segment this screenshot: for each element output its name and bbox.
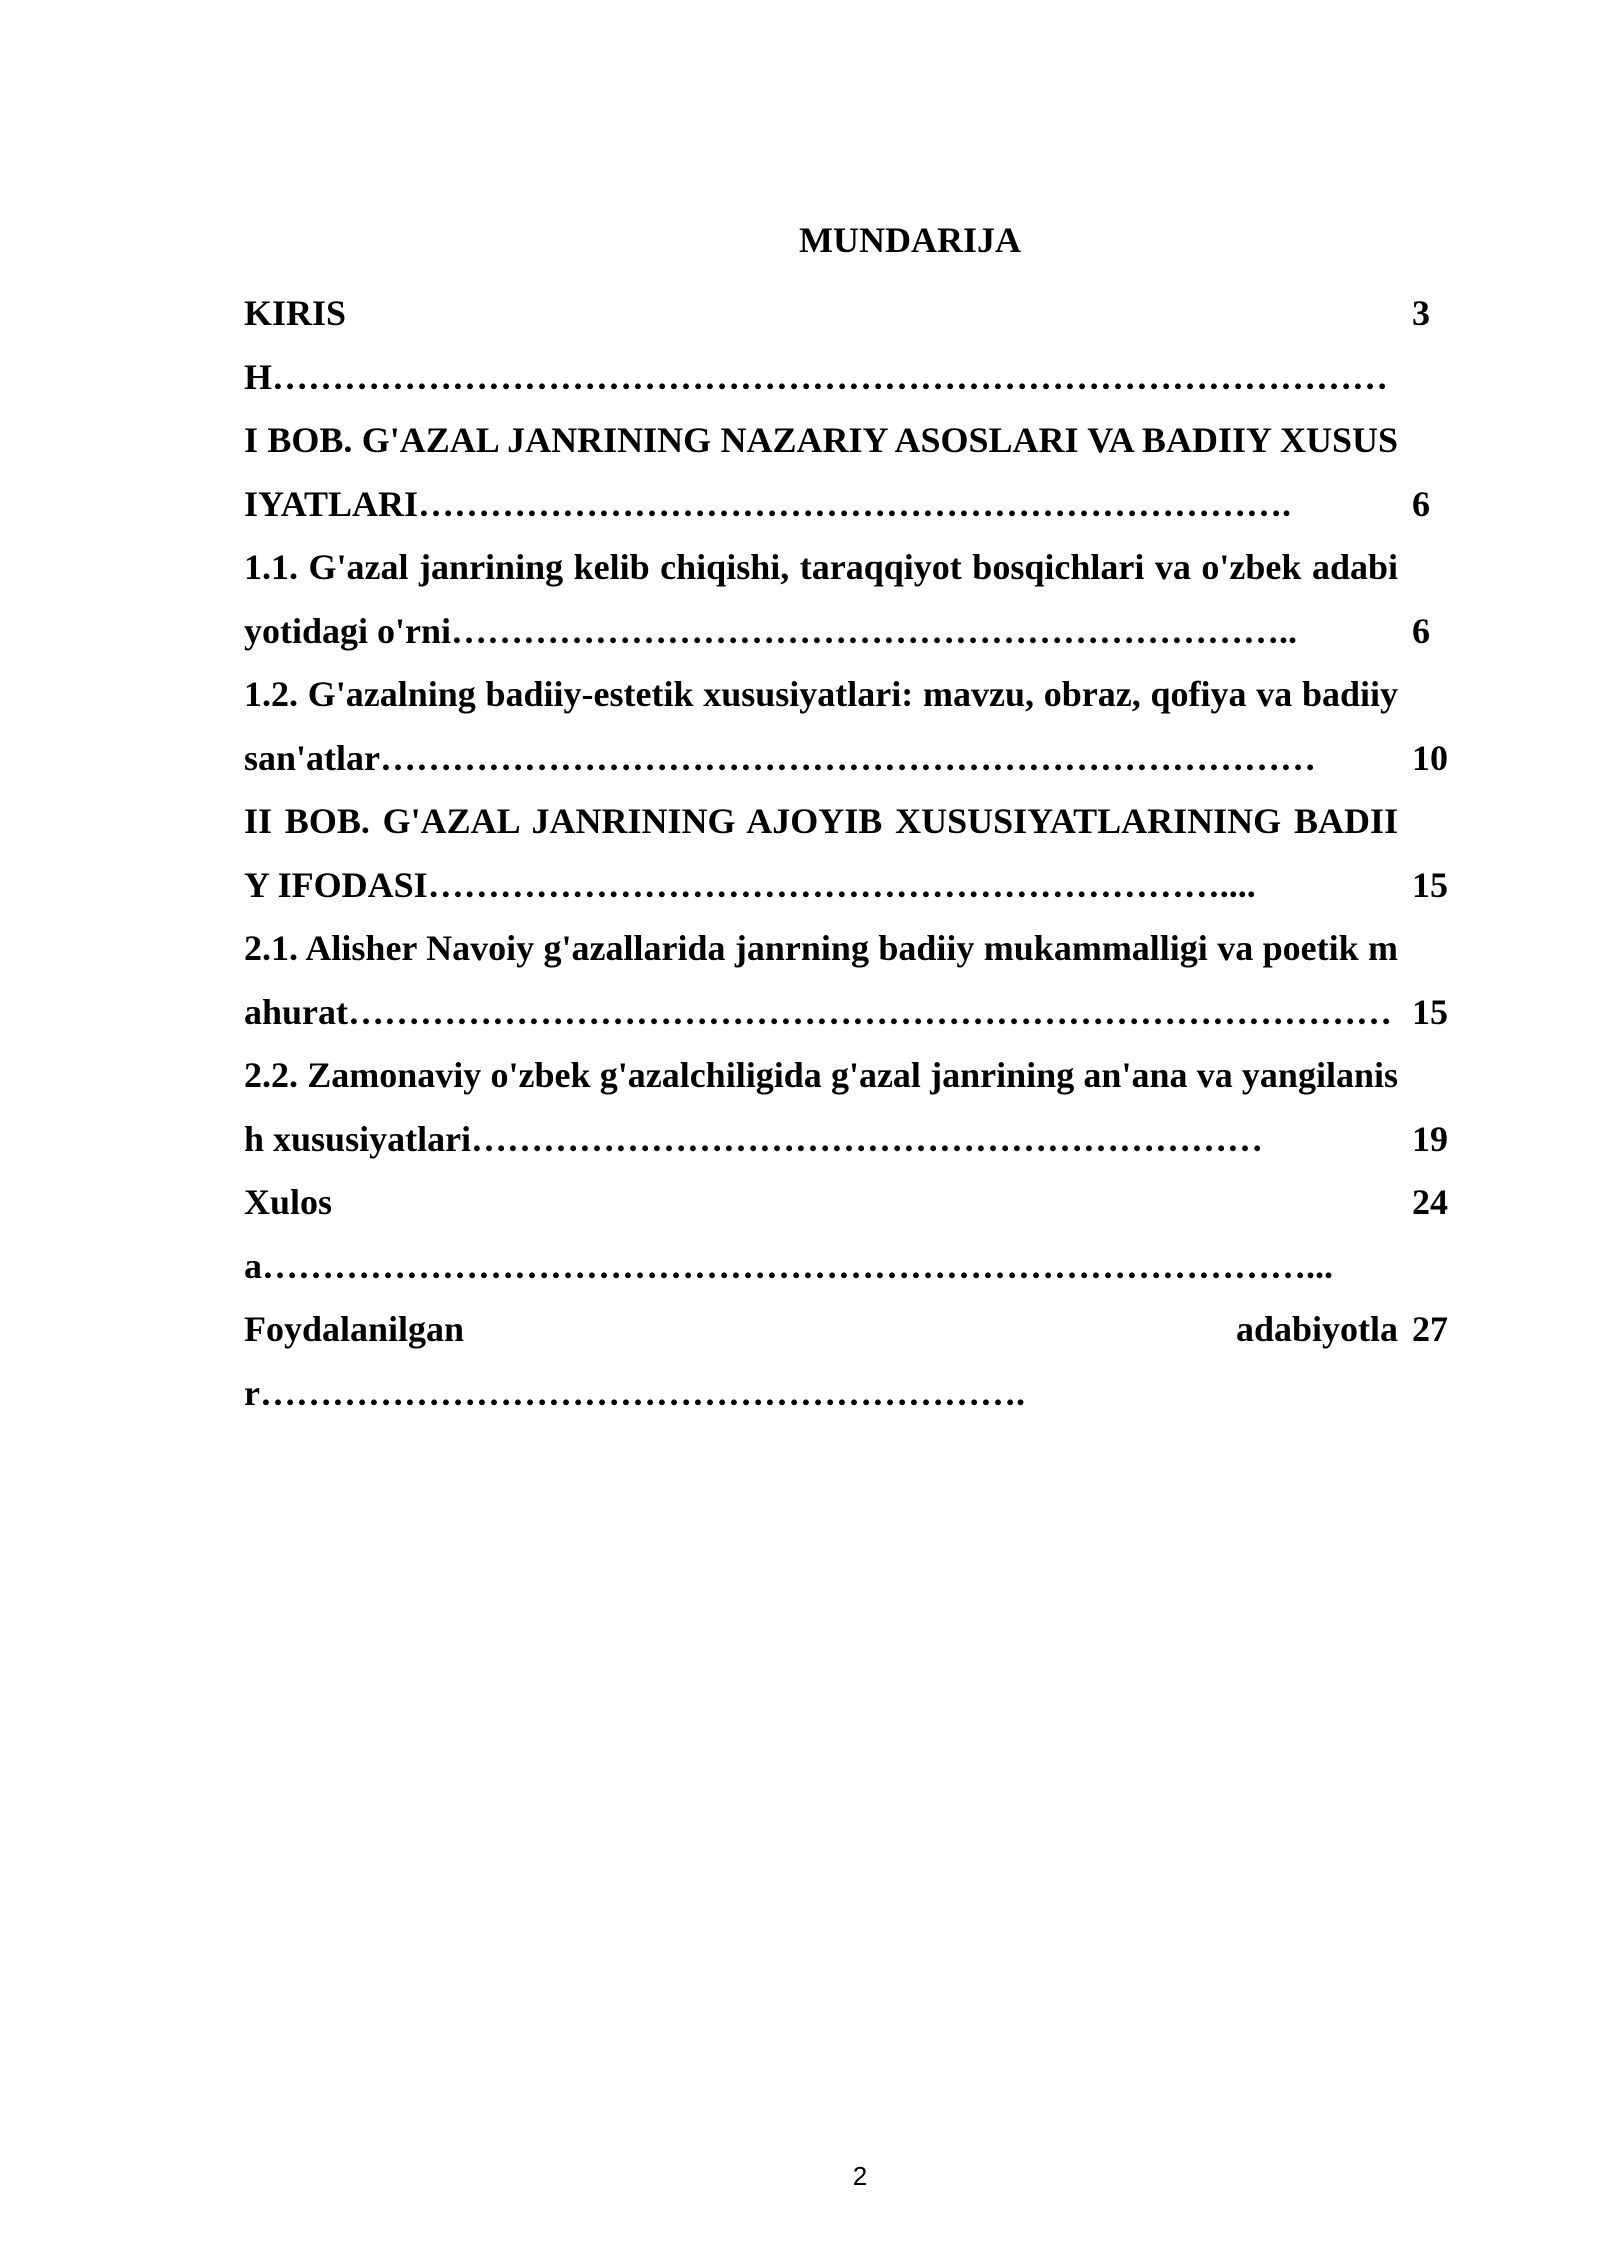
toc-entry-page: 24: [1412, 1182, 1448, 1222]
toc-entry-page: 15: [1412, 991, 1448, 1032]
toc-entry-section-2-2: [244, 1044, 1484, 1171]
toc-entry-section-1-2: [244, 663, 1484, 790]
toc-entry-page: 10: [1412, 737, 1448, 778]
toc-entry-text: 2.1. Alisher Navoiy g'azallarida janrning badiiy mukammalligi va poetik mahurat……………………………………………………………………………: [244, 928, 1398, 1032]
toc-entry-text: II BOB. G'AZAL JANRINING AJOYIB XUSUSIYATLARINING BADIIY IFODASI…………………………………………………………....: [244, 801, 1398, 905]
toc-entry-kirish: [244, 282, 1484, 409]
toc-title: MUNDARIJA: [799, 220, 1021, 260]
toc-entry-section-2-1: [244, 917, 1484, 1044]
toc-entry-page: 27: [1412, 1309, 1448, 1349]
toc-entry-text: KIRISH…………………………………………………………………………………: [244, 293, 1389, 397]
toc-entry-page: 6: [1412, 610, 1430, 651]
toc-entry-xulosa: [244, 1171, 1484, 1298]
toc-entry-text: 1.1. G'azal janrining kelib chiqishi, taraqqiyot bosqichlari va o'zbek adabiyotidagi o'rni……………………………………………………………..: [244, 547, 1398, 651]
toc-entry-text: Foydalanilgan adabiyotlar……………………………………………………….: [244, 1309, 1398, 1413]
toc-entry-text: I BOB. G'AZAL JANRINING NAZARIY ASOSLARI VA BADIIY XUSUSIYATLARI……………………………………………………………….: [244, 420, 1398, 524]
table-of-contents: [244, 282, 1484, 1425]
toc-entry-page: 15: [1412, 864, 1448, 905]
toc-entry-text: 1.2. G'azalning badiiy-estetik xususiyatlari: mavzu, obraz, qofiya va badiiy san'atlar……………………………………………………………………: [244, 674, 1398, 778]
toc-entry-chapter-1: [244, 409, 1484, 536]
toc-entry-section-1-1: [244, 536, 1484, 663]
toc-entry-page: 6: [1412, 483, 1430, 524]
toc-entry-chapter-2: [244, 790, 1484, 917]
toc-entry-text: Xulosa……………………………………………………………………………...: [244, 1182, 1333, 1286]
toc-entry-page: 3: [1412, 293, 1430, 333]
toc-entry-bibliography: [244, 1298, 1484, 1425]
toc-entry-text: 2.2. Zamonaviy o'zbek g'azalchiligida g'azal janrining an'ana va yangilanish xususiyatlari…………………………………………………………: [244, 1055, 1398, 1159]
toc-entry-page: 19: [1412, 1118, 1448, 1159]
page-number: 2: [852, 2161, 868, 2191]
